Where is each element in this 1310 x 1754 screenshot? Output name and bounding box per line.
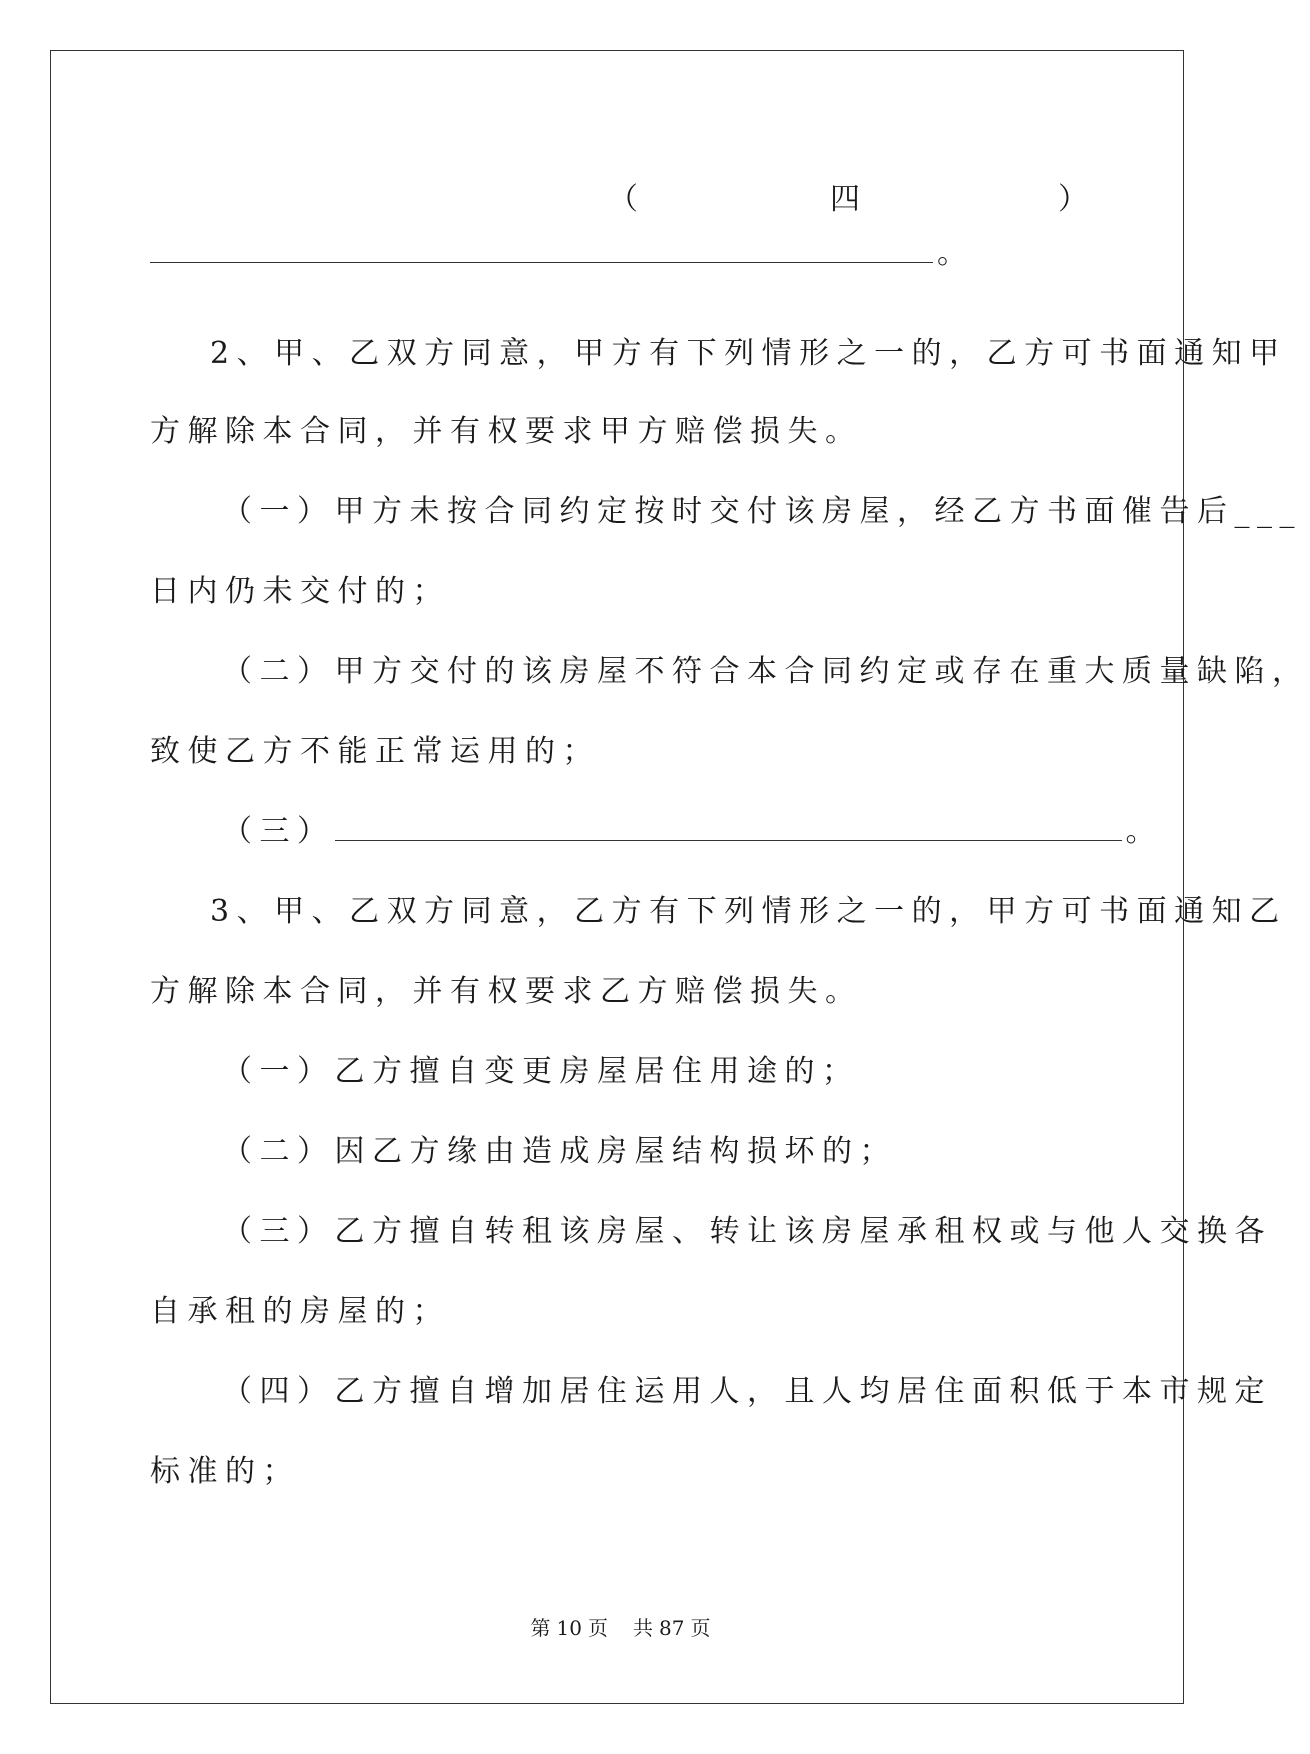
page-footer xyxy=(0,1612,1241,1641)
clause3-item2: （二）因乙方缘由造成房屋结构损坏的； xyxy=(222,1134,897,1169)
clause2-item1-line2: 日内仍未交付的； xyxy=(150,574,450,609)
clause3-item1: （一）乙方擅自变更房屋居住用途的； xyxy=(222,1054,860,1089)
clause3-item3-line1: （三）乙方擅自转租该房屋、转让该房屋承租权或与他人交换各 xyxy=(222,1214,1272,1249)
clause2-item1-blank: ___ xyxy=(1234,494,1302,529)
section4-label: 四 xyxy=(830,182,860,217)
section4-open-paren: （ xyxy=(608,182,638,217)
clause2-item2-line2: 致使乙方不能正常运用的； xyxy=(150,734,600,769)
clause2-item3-prefix: （三） xyxy=(222,814,335,849)
clause2-item3-period: 。 xyxy=(1125,814,1163,849)
blank-line-period: 。 xyxy=(937,236,975,271)
footer-total-prefix: 共 xyxy=(633,1616,654,1640)
footer-total-suffix: 页 xyxy=(690,1616,711,1640)
clause3-item4-line1: （四）乙方擅自增加居住运用人，且人均居住面积低于本市规定 xyxy=(222,1374,1272,1409)
clause2-item3 xyxy=(222,814,1163,850)
clause2-item1-text: （一）甲方未按合同约定按时交付该房屋，经乙方书面催告后 xyxy=(222,494,1235,529)
clause3-item4-line2: 标准的； xyxy=(150,1454,300,1489)
blank-underline xyxy=(150,261,933,263)
clause2-item3-underline xyxy=(335,839,1122,841)
clause3-line2: 方解除本合同，并有权要求乙方赔偿损失。 xyxy=(150,974,863,1009)
clause3-item3-line2: 自承租的房屋的； xyxy=(150,1294,450,1329)
clause2-item2-line1: （二）甲方交付的该房屋不符合本合同约定或存在重大质量缺陷， xyxy=(222,654,1310,689)
clause2-item1-line1 xyxy=(222,494,1302,530)
clause3-line1: 3、甲、乙双方同意，乙方有下列情形之一的，甲方可书面通知乙 xyxy=(210,894,1287,929)
footer-total-number: 87 xyxy=(659,1616,685,1640)
blank-fill-line xyxy=(150,236,975,272)
clause2-line2: 方解除本合同，并有权要求甲方赔偿损失。 xyxy=(150,414,863,449)
footer-page-number: 10 xyxy=(556,1616,582,1640)
footer-page-prefix: 第 xyxy=(530,1616,551,1640)
footer-page-suffix: 页 xyxy=(587,1616,608,1640)
section4-close-paren: ） xyxy=(1058,182,1088,217)
clause2-line1: 2、甲、乙双方同意，甲方有下列情形之一的，乙方可书面通知甲 xyxy=(210,336,1287,371)
